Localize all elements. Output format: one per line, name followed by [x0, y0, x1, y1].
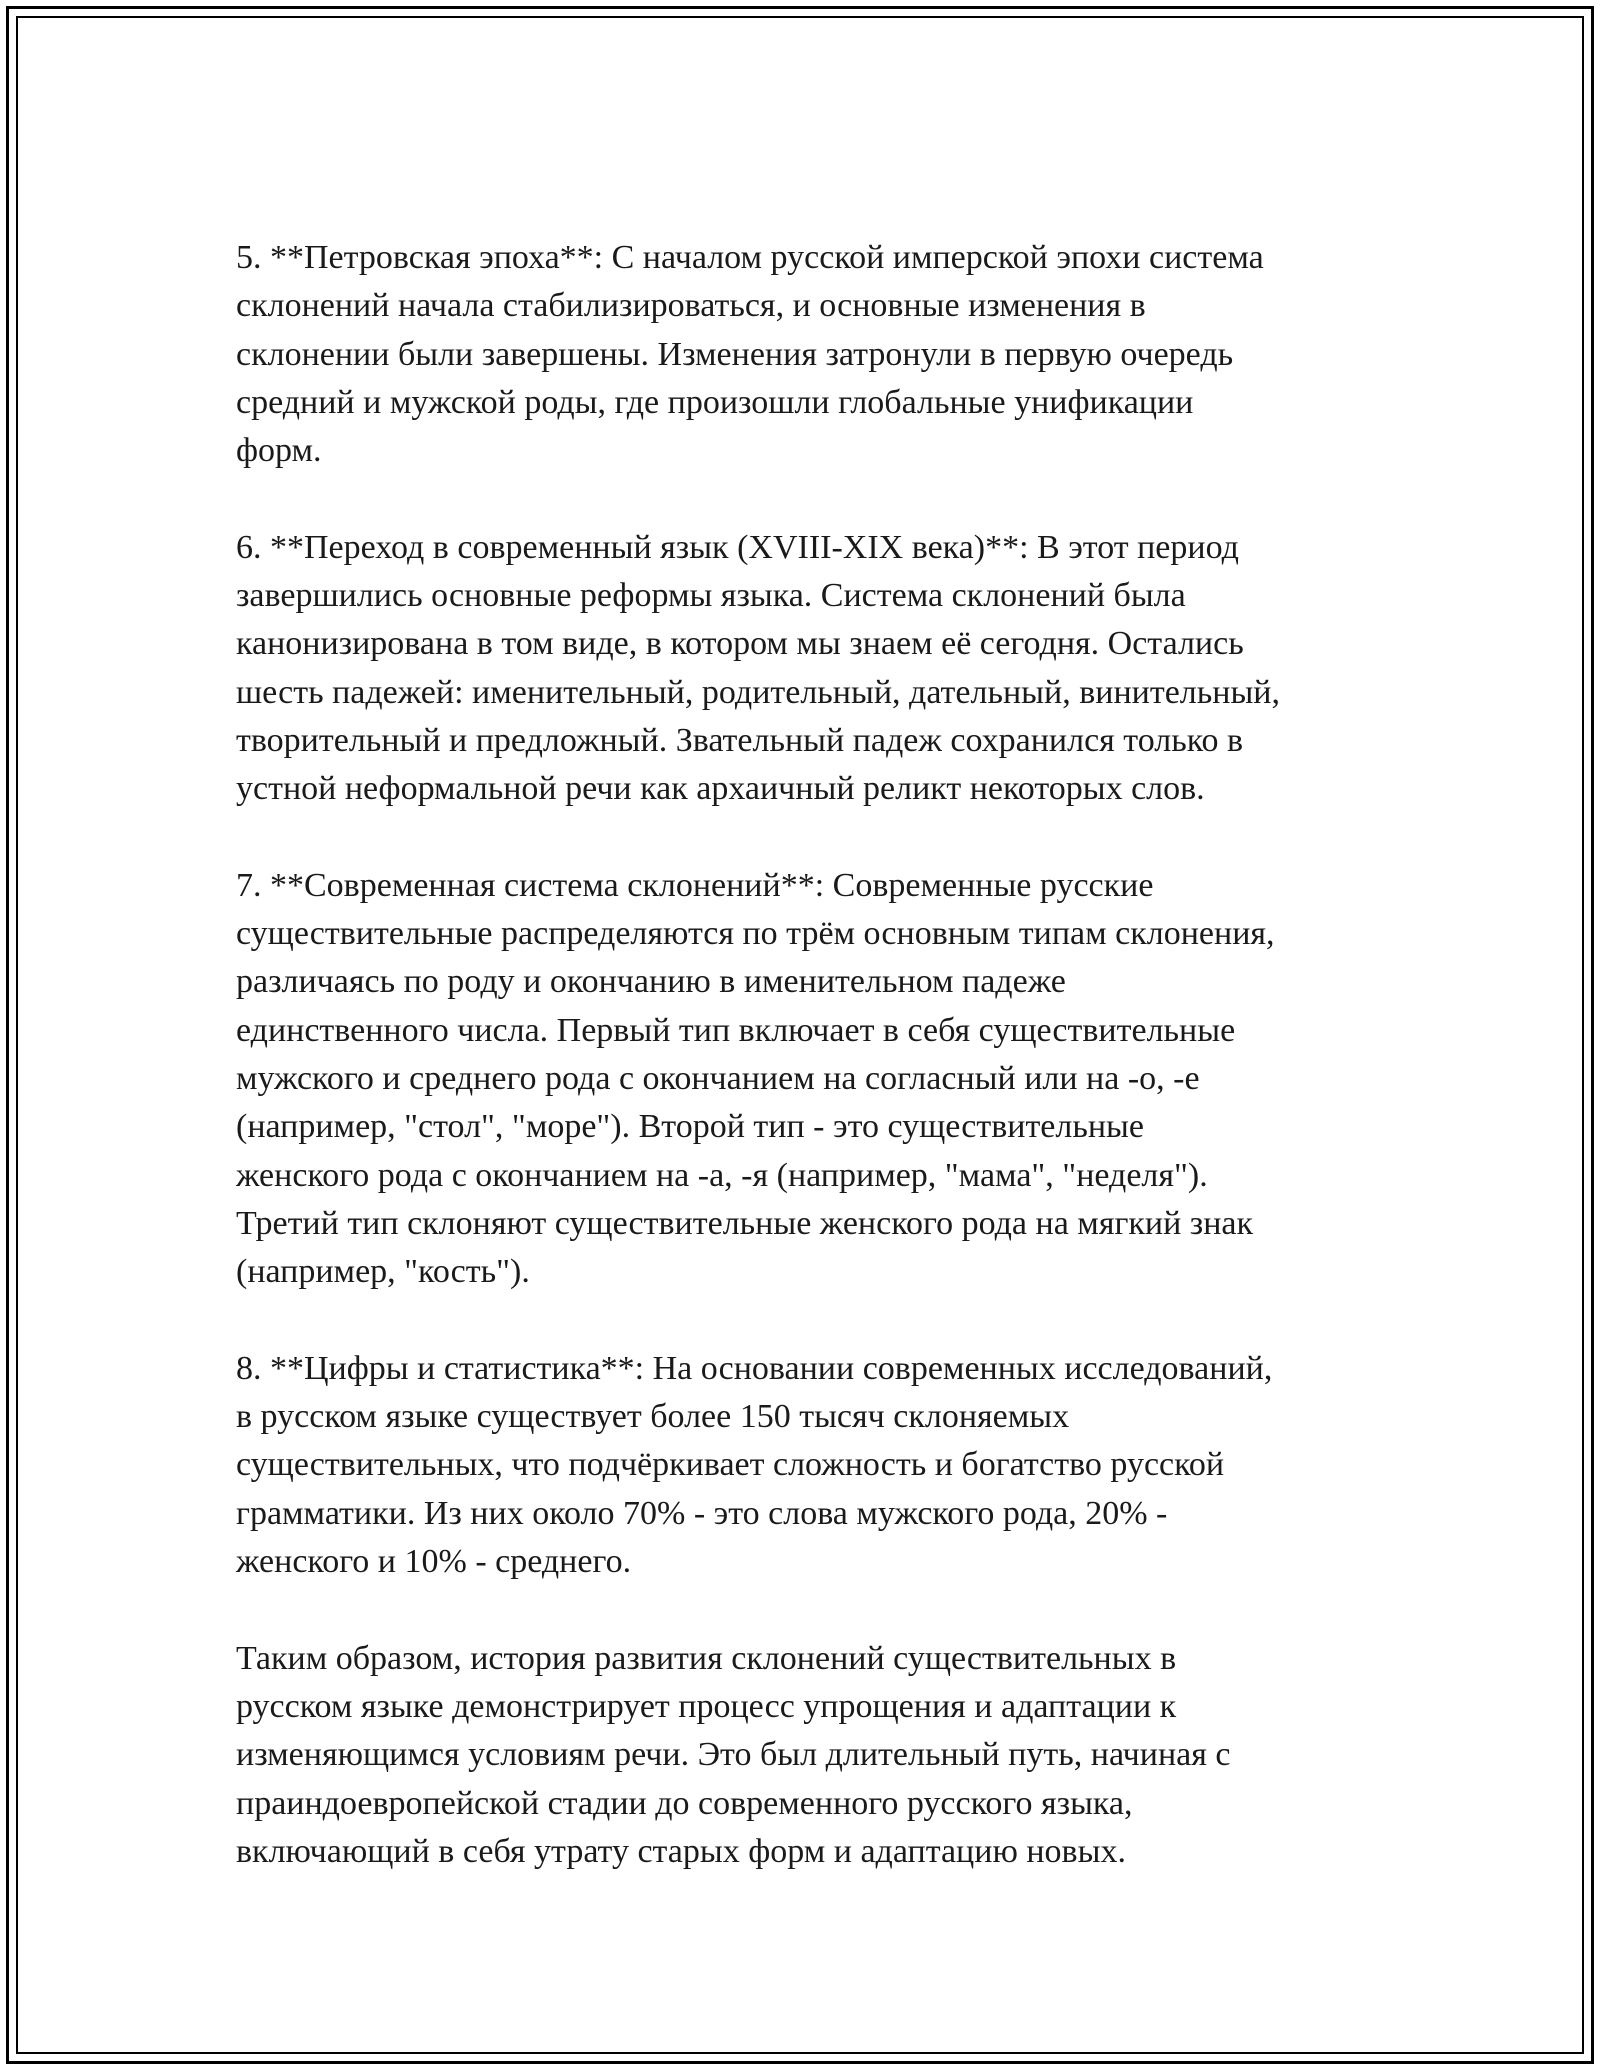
paragraph-conclusion: Таким образом, история развития склонений существительных в русском языке демонстрирует процесс упрощения и адаптации к изменяющимся условиям речи. Это был длительный путь, начиная с праиндоевропейской стадии до современного русского языка, включающий в себя утрату старых форм и адаптацию новых. — [236, 1639, 1231, 1870]
paragraph-modern-declension-system: 7. **Современная система склонений**: Современные русские существительные распределяются по трём основным типам склонения, различаясь по роду и окончанию в именительном падеже единственного числа. Первый тип включает в себя существительные мужского и среднего рода с окончанием на согласный или на -о, -е (например, "стол", "море"). Второй тип - это существительные женского рода с окончанием на -а, -я (например, "мама", "неделя"). Третий тип склоняют существительные женского рода на мягкий знак (например, "кость"). — [236, 866, 1275, 1291]
paragraph-modern-language-transition: 6. **Переход в современный язык (XVIII-XIX века)**: В этот период завершились основные реформы языка. Система склонений была канонизирована в том виде, в котором мы знаем её сегодня. Остались шесть падежей: именительный, родительный, дательный, винительный, творительный и предложный. Звательный падеж сохранился только в устной неформальной речи как архаичный реликт некоторых слов. — [236, 528, 1281, 808]
document-body — [236, 234, 1376, 1924]
paragraph-figures-statistics: 8. **Цифры и статистика**: На основании современных исследований, в русском языке существует более 150 тысяч склоняемых существительных, что подчёркивает сложность и богатство русской грамматики. Из них около 70% - это слова мужского рода, 20% - женского и 10% - среднего. — [236, 1349, 1273, 1581]
paragraph-petrine-era: 5. **Петровская эпоха**: С началом русской имперской эпохи система склонений начала стабилизироваться, и основные изменения в склонении были завершены. Изменения затронули в первую очередь средний и мужской роды, где произошли глобальные унификации форм. — [236, 239, 1264, 470]
